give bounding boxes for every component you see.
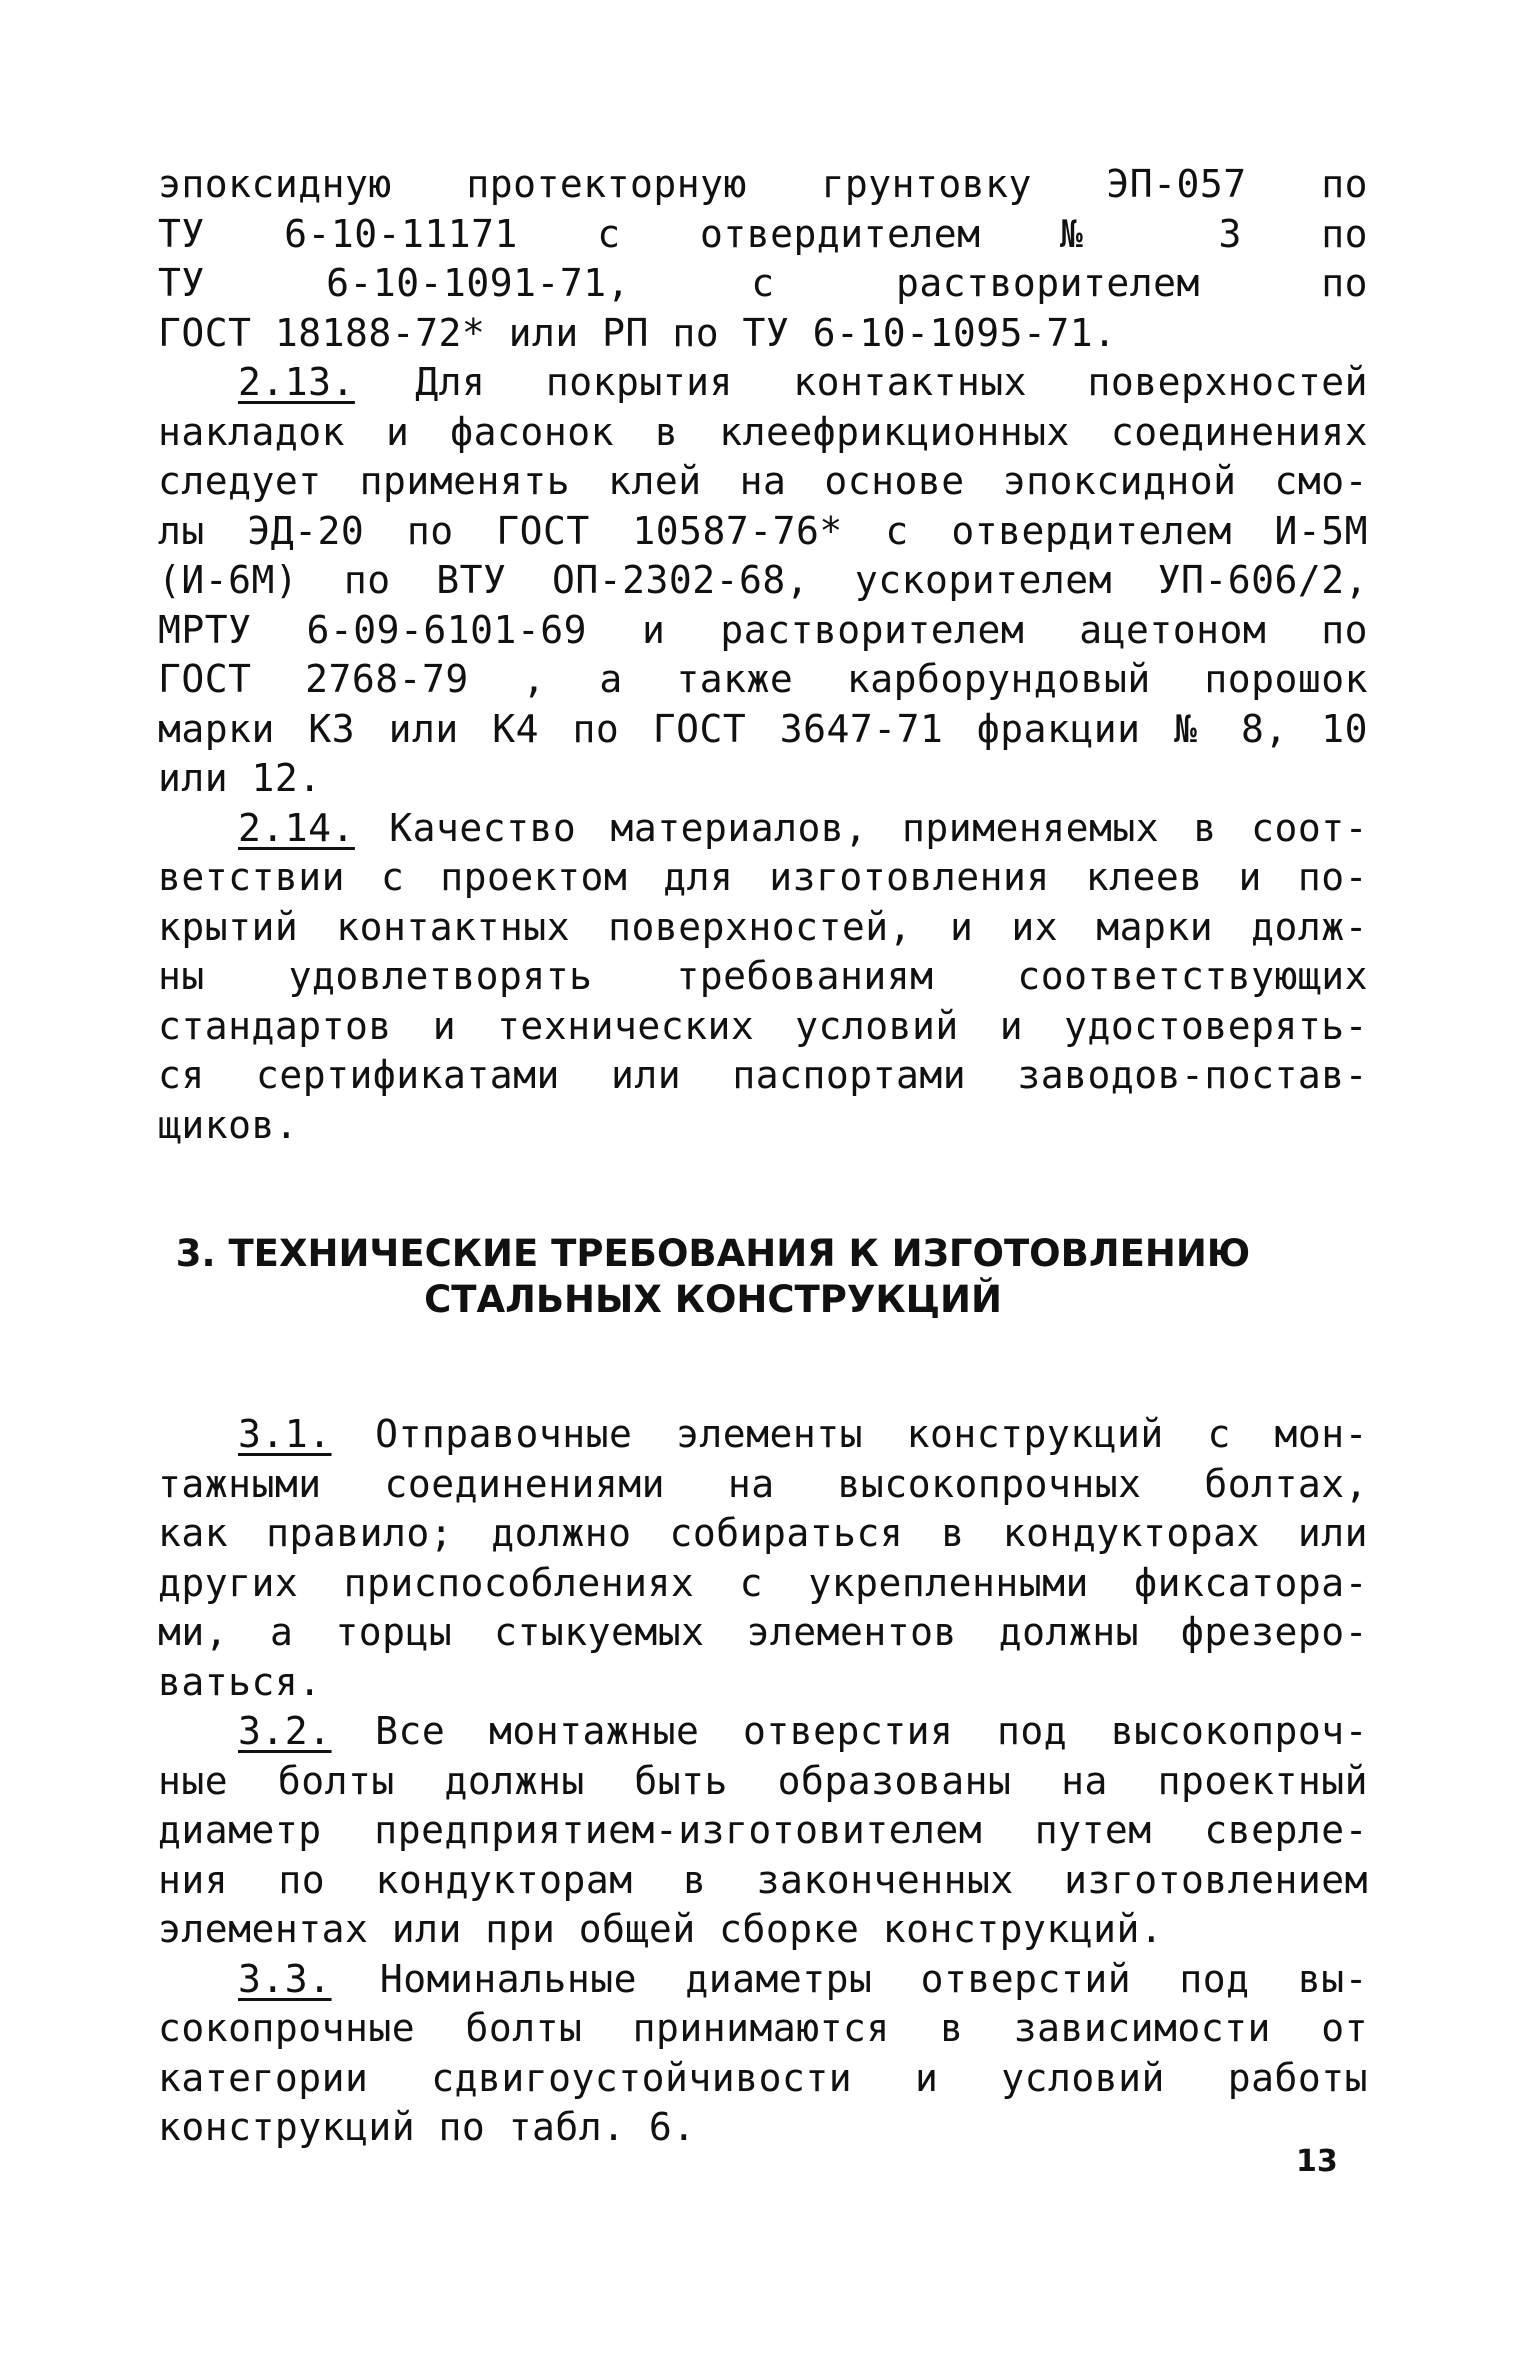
text-line: ся сертификатами или паспортами заводов-постав- [158,1053,1368,1097]
text-line: ми, а торцы стыкуемых элементов должны фрезеро- [158,1610,1368,1654]
paragraph-first-line [158,1410,1368,1460]
paragraph-first-line [158,804,1368,854]
text-line: накладок и фасонок в клеефрикционных соединениях [158,409,1368,454]
text-line: МРТУ 6-09-6101-69 и растворителем ацетоном по [158,607,1368,652]
paragraph-number: 2.13. [238,360,355,404]
paragraph-3-1 [158,1410,1368,1707]
page-number: 13 [1296,2144,1338,2179]
text-line: ТУ 6-10-11171 с отвердителем № 3 по [158,211,1368,256]
text-line: марки К3 или К4 по ГОСТ 3647-71 фракции № 8, 10 [158,706,1368,751]
text-line: конструкций по табл. 6. [158,2105,696,2149]
text-line: крытий контактных поверхностей, и их марки долж- [158,904,1368,949]
paragraph-3-3 [158,1955,1368,2153]
text-line: или 12. [158,756,322,800]
text-line: лы ЭД-20 по ГОСТ 10587-76* с отвердителем И-5М [158,508,1368,553]
intro-continuation [158,160,1368,358]
paragraph-first-line [158,358,1368,408]
paragraph-text: Номинальные диаметры отверстий под вы- [379,1956,1368,2001]
text-line: ны удовлетворять требованиям соответствующих [158,954,1368,998]
text-line: других приспособлениях с укрепленными фиксатора- [158,1560,1368,1605]
text-line: сокопрочные болты принимаются в зависимости от [158,2006,1368,2050]
paragraph-number: 3.3. [238,1956,332,2001]
text-line: ГОСТ 2768-79 , а также карборундовый порошок [158,657,1368,701]
paragraph-number: 3.1. [238,1412,332,1456]
paragraph-text: Все монтажные отверстия под высокопроч- [375,1709,1368,1753]
text-line: ные болты должны быть образованы на проектный [158,1758,1368,1803]
text-line: элементах или при общей сборке конструкций. [158,1907,1164,1951]
text-line: ГОСТ 18188-72* или РП по ТУ 6-10-1095-71. [158,310,1117,355]
text-line: (И-6М) по ВТУ ОП-2302-68, ускорителем УП-606/2, [158,558,1368,602]
text-line: щиков. [158,1102,299,1147]
text-line: категории сдвигоустойчивости и условий работы [158,2055,1368,2100]
paragraph-text: Для покрытия контактных поверхностей [415,360,1368,404]
text-line: ния по кондукторам в законченных изготовлением [158,1857,1368,1902]
paragraph-number: 2.14. [238,805,355,850]
paragraph-first-line [158,1707,1368,1757]
text-line: ТУ 6-10-1091-71, с растворителем по [158,261,1368,305]
text-line: следует применять клей на основе эпоксидной смо- [158,459,1368,503]
paragraph-3-2 [158,1707,1368,1955]
text-line: диаметр предприятием-изготовителем путем сверле- [158,1808,1368,1852]
section-heading-line: 3. ТЕХНИЧЕСКИЕ ТРЕБОВАНИЯ К ИЗГОТОВЛЕНИЮ [175,1232,1251,1275]
section-heading-line: СТАЛЬНЫХ КОНСТРУКЦИЙ [424,1278,1002,1321]
paragraph-number: 3.2. [238,1709,332,1753]
document-page [158,160,1368,2153]
text-line: стандартов и технических условий и удостоверять- [158,1003,1368,1048]
text-line: тажными соединениями на высокопрочных болтах, [158,1461,1368,1506]
paragraph-2-14 [158,804,1368,1151]
text-line: ваться. [158,1659,322,1704]
text-line: как правило; должно собираться в кондукторах или [158,1511,1368,1555]
paragraph-2-13 [158,358,1368,804]
section-heading [158,1231,1268,1323]
paragraph-text: Качество материалов, применяемых в соот- [389,805,1368,850]
text-line: ветствии с проектом для изготовления клеев и по- [158,855,1368,899]
text-line: эпоксидную протекторную грунтовку ЭП-057 по [158,162,1368,206]
paragraph-text: Отправочные элементы конструкций с мон- [375,1412,1368,1456]
paragraph-first-line [158,1955,1368,2005]
